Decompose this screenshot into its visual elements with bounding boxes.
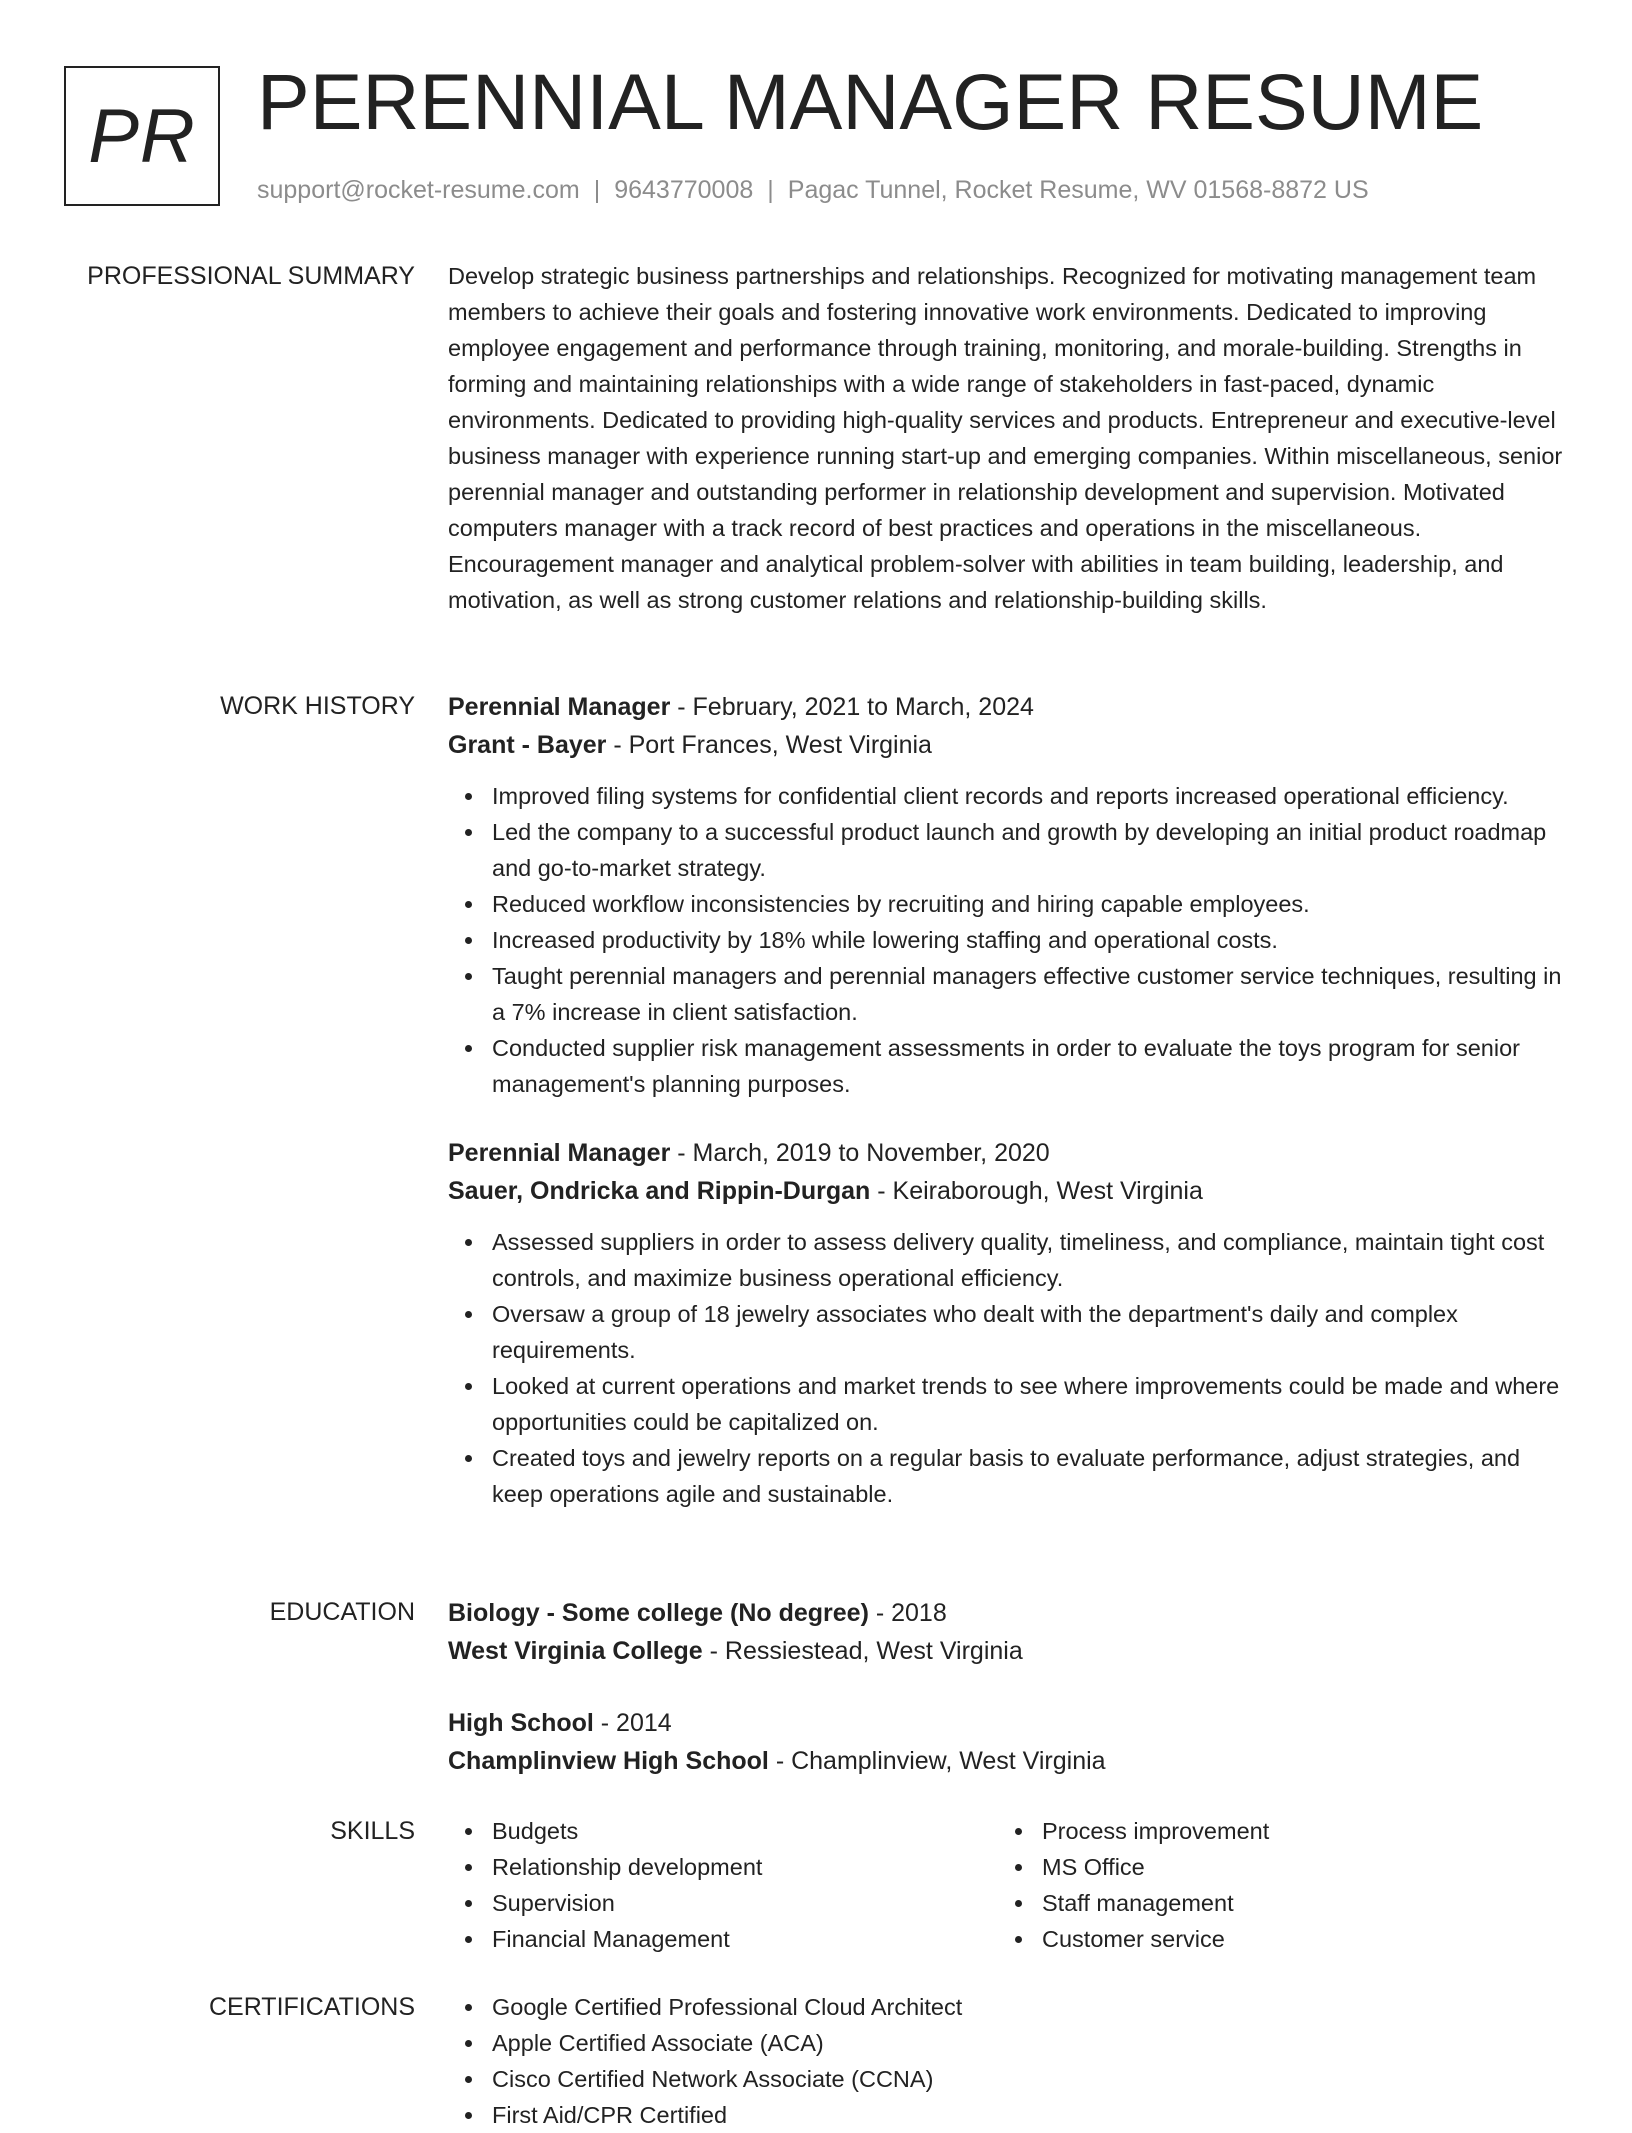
education-entry xyxy=(448,1704,1568,1780)
school-location: - Ressiestead, West Virginia xyxy=(702,1637,1023,1665)
degree: Biology - Some college (No degree) xyxy=(448,1599,869,1627)
job-bullets xyxy=(448,778,1568,1102)
resume-title: PERENNIAL MANAGER RESUME xyxy=(257,57,1484,146)
contact-address: Pagac Tunnel, Rocket Resume, WV 01568-8872 US xyxy=(787,176,1369,204)
skills-column xyxy=(998,1813,1548,1957)
education-body xyxy=(448,1594,1568,1780)
skill-item: Process improvement xyxy=(1042,1813,1548,1849)
certification-item: Apple Certified Associate (ACA) xyxy=(492,2025,1568,2061)
job-bullet: Conducted supplier risk management assessments in order to evaluate the toys program for senior management's planning purposes. xyxy=(492,1030,1568,1102)
certifications-body xyxy=(448,1989,1568,2133)
contact-separator: | xyxy=(593,176,601,204)
job-bullet: Taught perennial managers and perennial managers effective customer service techniques, resulting in a 7% increase in client satisfaction. xyxy=(492,958,1568,1030)
skills-body xyxy=(448,1813,1568,1957)
contact-separator: | xyxy=(767,176,774,204)
job-title: Perennial Manager xyxy=(448,693,671,721)
job-bullet: Reduced workflow inconsistencies by recruiting and hiring capable employees. xyxy=(492,886,1568,922)
job-bullet: Oversaw a group of 18 jewelry associates who dealt with the department's daily and complex requirements. xyxy=(492,1296,1568,1368)
school-line xyxy=(448,1742,1568,1780)
contact-line xyxy=(257,174,1369,206)
skill-item: MS Office xyxy=(1042,1849,1548,1885)
work-history-heading: WORK HISTORY xyxy=(220,692,415,720)
job-company: Grant - Bayer xyxy=(448,731,607,759)
monogram-logo: PR xyxy=(64,66,220,206)
job-entry xyxy=(448,1134,1568,1512)
degree: High School xyxy=(448,1709,594,1737)
education-entry xyxy=(448,1594,1568,1670)
summary-body xyxy=(448,258,1568,618)
degree-line xyxy=(448,1704,1568,1742)
skill-item: Financial Management xyxy=(492,1921,998,1957)
certifications-heading: CERTIFICATIONS xyxy=(208,1993,415,2021)
job-company-line xyxy=(448,726,1568,764)
job-bullet: Created toys and jewelry reports on a regular basis to evaluate performance, adjust strategies, and keep operations agile and sustainable. xyxy=(492,1440,1568,1512)
certification-item: Cisco Certified Network Associate (CCNA) xyxy=(492,2061,1568,2097)
school: West Virginia College xyxy=(448,1637,703,1665)
degree-line xyxy=(448,1594,1568,1632)
school-location: - Champlinview, West Virginia xyxy=(768,1747,1106,1775)
job-title: Perennial Manager xyxy=(448,1139,671,1167)
skill-item: Relationship development xyxy=(492,1849,998,1885)
contact-email[interactable]: support@rocket-resume.com xyxy=(257,176,580,204)
school-line xyxy=(448,1632,1568,1670)
skill-item: Staff management xyxy=(1042,1885,1548,1921)
job-title-line xyxy=(448,688,1568,726)
education-heading: EDUCATION xyxy=(269,1598,415,1626)
job-dates: - March, 2019 to November, 2020 xyxy=(670,1139,1050,1167)
summary-text: Develop strategic business partnerships and relationships. Recognized for motivating management team members to achieve their goals and fostering innovative work environments. Dedicated to improving employee engagement and performance through training, monitoring, and morale-building. Strengths in forming and maintaining relationships with a wide range of stakeholders in fast-paced, dynamic environments. Dedicated to providing high-quality services and products. Entrepreneur and executive-level business manager with experience running start-up and emerging companies. Within miscellaneous, senior perennial manager and outstanding performer in relationship development and supervision. Motivated computers manager with a track record of best practices and operations in the miscellaneous. Encouragement manager and analytical problem-solver with abilities in team building, leadership, and motivation, as well as strong customer relations and relationship-building skills. xyxy=(448,263,1563,613)
degree-year: - 2018 xyxy=(868,1599,947,1627)
job-location: - Keiraborough, West Virginia xyxy=(870,1177,1203,1205)
skills-column xyxy=(448,1813,998,1957)
job-company: Sauer, Ondricka and Rippin-Durgan xyxy=(448,1177,871,1205)
skill-item: Supervision xyxy=(492,1885,998,1921)
job-dates: - February, 2021 to March, 2024 xyxy=(670,693,1034,721)
skill-item: Budgets xyxy=(492,1813,998,1849)
school: Champlinview High School xyxy=(448,1747,769,1775)
contact-phone[interactable]: 9643770008 xyxy=(614,176,754,204)
skill-item: Customer service xyxy=(1042,1921,1548,1957)
skills-heading: SKILLS xyxy=(330,1817,415,1845)
job-entry xyxy=(448,688,1568,1102)
job-bullet: Increased productivity by 18% while lowering staffing and operational costs. xyxy=(492,922,1568,958)
certifications-list xyxy=(448,1989,1568,2133)
job-location: - Port Frances, West Virginia xyxy=(606,731,932,759)
job-bullet: Assessed suppliers in order to assess delivery quality, timeliness, and compliance, maintain tight cost controls, and maximize business operational efficiency. xyxy=(492,1224,1568,1296)
summary-heading: PROFESSIONAL SUMMARY xyxy=(87,262,415,290)
work-history-body xyxy=(448,688,1568,1512)
certification-item: First Aid/CPR Certified xyxy=(492,2097,1568,2133)
certification-item: Google Certified Professional Cloud Architect xyxy=(492,1989,1568,2025)
job-bullet: Led the company to a successful product launch and growth by developing an initial product roadmap and go-to-market strategy. xyxy=(492,814,1568,886)
skills-grid xyxy=(448,1813,1568,1957)
job-bullet: Looked at current operations and market trends to see where improvements could be made and where opportunities could be capitalized on. xyxy=(492,1368,1568,1440)
job-bullets xyxy=(448,1224,1568,1512)
job-title-line xyxy=(448,1134,1568,1172)
job-company-line xyxy=(448,1172,1568,1210)
degree-year: - 2014 xyxy=(593,1709,672,1737)
job-bullet: Improved filing systems for confidential client records and reports increased operational efficiency. xyxy=(492,778,1568,814)
